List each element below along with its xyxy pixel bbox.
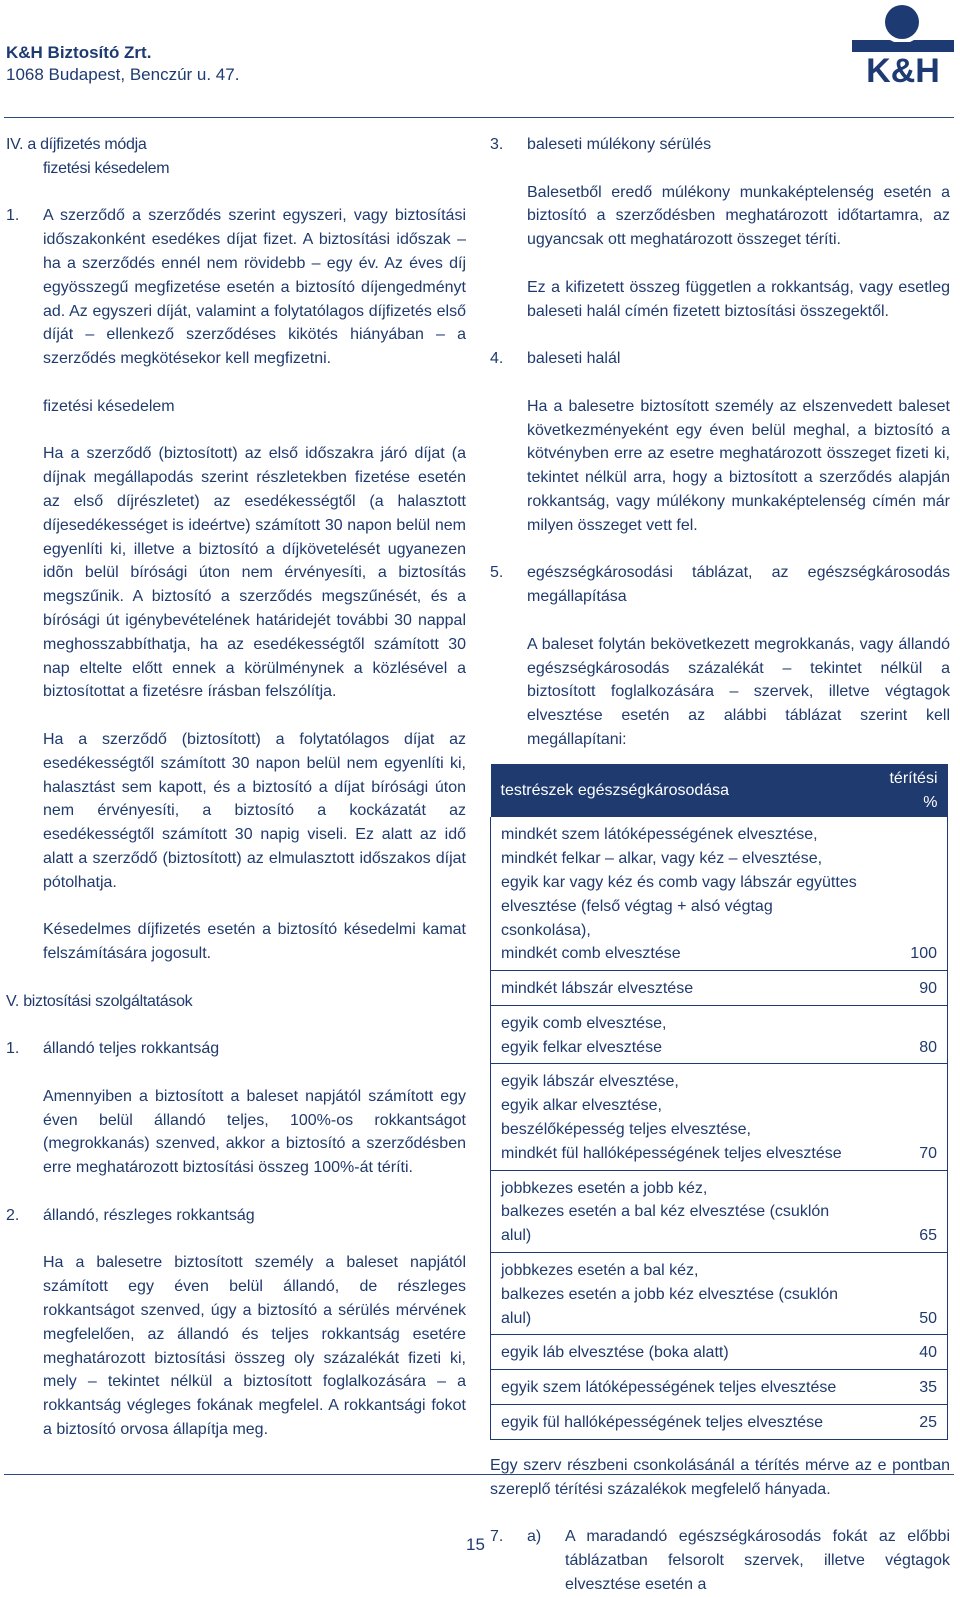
late-payment-paragraph-2: Ha a szerződő (biztosított) a folytatólagos díjat az esedékességtől számított 30 napon belül nem egyenlíti ki, halasztást sem kapott, és a biztosító a díjat bírósági úton nem érvényesíti, a biztosító a kockázatát az esedékességtől számított 30 napig viseli. Ez alatt az idő alatt a szerződő (biztosított) az elmulasztott időszakos díjat pótolhatja. xyxy=(43,730,466,891)
service-5-text: A baleset folytán bekövetkezett megrokkanás, vagy állandó egészségkárosodás százalékát – tekintet nélkül a biztosított foglalkozására – szervek, illetve végtagok elvesztése esetén az alábbi táblázat szerint kell megállapítani: xyxy=(527,635,950,748)
damage-table-description-line: egyik comb elvesztése, xyxy=(501,1014,667,1032)
damage-table-description-line: mindkét fül hallóképességének teljes elvesztése xyxy=(501,1144,842,1162)
damage-table-description xyxy=(491,1370,868,1405)
damage-table-description xyxy=(491,971,868,1006)
after-table-note: Egy szerv részbeni csonkolásánál a térítés mérve az e pontban szereplő térítési százalékok megfelelő hányada. xyxy=(490,1456,950,1498)
service-4-number: 4. xyxy=(490,350,504,368)
section-4-title: IV. a díjfizetés módja xyxy=(6,136,147,153)
damage-table-header-part: testrészek egészségkárosodása xyxy=(491,764,868,818)
left-column xyxy=(6,133,466,1442)
service-4-heading xyxy=(490,347,950,371)
footer-rule xyxy=(4,1474,954,1475)
damage-table-row xyxy=(491,1253,948,1335)
company-name: K&H Biztosító Zrt. xyxy=(6,43,152,62)
damage-table-description xyxy=(491,1005,868,1064)
damage-table-description xyxy=(491,1170,868,1252)
service-2-heading xyxy=(6,1204,466,1228)
service-5-title: egészségkárosodási táblázat, az egészségkárosodás megállapítása xyxy=(527,564,950,606)
service-1-heading xyxy=(6,1037,466,1061)
damage-table-description xyxy=(491,1405,868,1440)
damage-table-row xyxy=(491,1335,948,1370)
service-3-paragraph-2: Ez a kifizetett összeg független a rokkantság, vagy esetleg baleseti halál címén fizetett biztosítási összegektől. xyxy=(527,278,950,320)
damage-table-row xyxy=(491,817,948,970)
damage-table-description-line: egyik fül hallóképességének teljes elvesztése xyxy=(501,1414,823,1432)
damage-table-description-line: beszélőképesség teljes elvesztése, xyxy=(501,1121,751,1139)
damage-table-description-line: mindkét comb elvesztése xyxy=(501,945,681,963)
damage-table-description-line: mindkét felkar – alkar, vagy kéz – elvesztése, xyxy=(501,850,823,868)
damage-table-description-line: egyik szem látóképességének teljes elvesztése xyxy=(501,1379,837,1397)
section-5-title: V. biztosítási szolgáltatások xyxy=(6,992,193,1010)
damage-table-description-line: mindkét szem látóképességének elvesztése, xyxy=(501,826,818,844)
damage-table-description-line: egyik lábszár elvesztése, xyxy=(501,1073,679,1091)
damage-table-percent: 90 xyxy=(867,971,948,1006)
service-3-heading xyxy=(490,133,950,157)
item-1-number: 1. xyxy=(6,207,20,225)
damage-table-row xyxy=(491,1170,948,1252)
item-1 xyxy=(6,204,466,371)
damage-table-row xyxy=(491,1005,948,1064)
damage-table-description xyxy=(491,817,868,970)
service-3-title: baleseti múlékony sérülés xyxy=(527,136,712,153)
company-block xyxy=(6,42,239,86)
damage-table-description-line: egyik kar vagy kéz és comb vagy lábszár együttes xyxy=(501,873,857,891)
damage-table-description-line: elvesztése (felső végtag + alsó végtag csonkolása), xyxy=(501,897,773,939)
damage-table-description-line: balkezes esetén a jobb kéz elvesztése (csuklón alul) xyxy=(501,1285,839,1327)
damage-table-description-line: balkezes esetén a bal kéz elvesztése (csuklón alul) xyxy=(501,1203,830,1245)
damage-table-description-line: egyik felkar elvesztése xyxy=(501,1038,662,1056)
damage-table xyxy=(490,764,948,1440)
kh-logo xyxy=(850,2,956,86)
service-1-number: 1. xyxy=(6,1040,20,1058)
logo-text: K&H xyxy=(866,52,940,86)
service-5-heading xyxy=(490,561,950,609)
damage-table-description-line: egyik alkar elvesztése, xyxy=(501,1097,662,1115)
service-7-number: 7. xyxy=(490,1528,504,1546)
damage-table-row xyxy=(491,1405,948,1440)
damage-table-description xyxy=(491,1253,868,1335)
damage-table-row xyxy=(491,971,948,1006)
service-2-number: 2. xyxy=(6,1206,20,1224)
damage-table-percent: 100 xyxy=(867,817,948,970)
item-1-text: A szerződő a szerződés szerint egyszeri, vagy biztosítási időszakonként esedékes díjat fizet. A biztosítási időszak – ha a szerződés ennél nem rövidebb – egy év. Az éves díj egyösszegű megfizetése esetén a biztosító díjengedményt ad. Az egyszeri díját, valamint a folytatólagos díjfizetés első díját – ellenkező szerződéses kikötés hiányában – a szerződés megkötésekor kell megfizetni. xyxy=(43,207,466,368)
service-2-text: Ha a balesetre biztosított személy a baleset napjától számított egy éven belül állandó, de részleges rokkantságot szenved, úgy a biztosító a sérülés mérvének megfelelően, az állandó és teljes rokkantság esetére meghatározott biztosítási összeg oly százalékát fizeti ki, mely – tekintet nélkül a biztosított foglalkozására – a rokkantság végleges fokának megfelel. A rokkantsági fokot a biztosító orvosa állapítja meg. xyxy=(43,1254,466,1439)
damage-table-description-line: mindkét lábszár elvesztése xyxy=(501,980,694,998)
service-3-paragraph-1: Balesetből eredő múlékony munkaképtelenség esetén a biztosító a szerződésben meghatározott időtartamra, az ugyancsak ott meghatározott összeget téríti. xyxy=(527,183,950,249)
right-column xyxy=(490,133,950,1597)
damage-table-row xyxy=(491,1064,948,1170)
damage-table-description-line: egyik láb elvesztése (boka alatt) xyxy=(501,1344,729,1362)
damage-table-body xyxy=(491,817,948,1439)
damage-table-description xyxy=(491,1064,868,1170)
damage-table-percent: 25 xyxy=(867,1405,948,1440)
service-7-sub: a) xyxy=(527,1528,542,1546)
late-payment-paragraph-3: Késedelmes díjfizetés esetén a biztosító késedelmi kamat felszámítására jogosult. xyxy=(43,921,466,963)
page-number: 15 xyxy=(466,1535,485,1554)
header-rule xyxy=(4,117,954,118)
damage-table-header-pct: térítési % xyxy=(867,764,948,818)
service-7 xyxy=(490,1525,950,1596)
damage-table-header xyxy=(491,764,948,818)
service-5-number: 5. xyxy=(490,564,504,582)
damage-table-percent: 40 xyxy=(867,1335,948,1370)
damage-table-percent: 50 xyxy=(867,1253,948,1335)
service-4-title: baleseti halál xyxy=(527,350,621,368)
service-1-title: állandó teljes rokkantság xyxy=(43,1040,220,1058)
service-1-text: Amennyiben a biztosított a baleset napjától számított egy éven belül állandó teljes, 100%-os rokkantságot (megrokkanás) szenved, akkor a biztosító a szerződésben erre meghatározott biztosítási összeg 100%-át téríti. xyxy=(43,1087,466,1177)
damage-table-description-line: jobbkezes esetén a bal kéz, xyxy=(501,1262,699,1280)
late-payment-heading: fizetési késedelem xyxy=(43,397,175,415)
damage-table-percent: 70 xyxy=(867,1064,948,1170)
damage-table-percent: 80 xyxy=(867,1005,948,1064)
damage-table-percent: 35 xyxy=(867,1370,948,1405)
damage-table-description xyxy=(491,1335,868,1370)
service-2-title: állandó, részleges rokkantság xyxy=(43,1206,255,1224)
service-3-number: 3. xyxy=(490,136,504,153)
late-payment-paragraph-1: Ha a szerződő (biztosított) az első időszakra járó díjat (a díjnak megállapodás szerint részletekben fizetése esetén az első díjrészletet) az esedékességtől (a halasztott díjesedékességet is ideértve) számított 30 napon belül nem egyenlíti ki, illetve a biztosító a díjkövetelését ugyanezen idõn belül bírósági úton nem érvényesíti, a biztosítás megszűnik. A biztosító a szerződés megszűnését, és a bírósági út igénybevételének határidejét további 30 nappal meghosszabbíthatja, ha az esedékességtől számított 30 nap eltelte előtt ennek a körülménynek a közlésével a biztosítottat a fizetésre írásban felszólítja. xyxy=(43,445,466,701)
section-4-subtitle: fizetési késedelem xyxy=(43,159,170,177)
service-7-text: A maradandó egészségkárosodás fokát az előbbi táblázatban felsorolt szervek, illetve végtagok elvesztése esetén a xyxy=(565,1528,950,1593)
damage-table-row xyxy=(491,1370,948,1405)
service-4-text: Ha a balesetre biztosított személy az elszenvedett baleset következményeként egy éven belül meghal, a biztosító a kötvényben erre az esetre meghatározott összeget fizeti ki, tekintet nélkül arra, hogy a biztosított a szerződés alapján rokkantság, vagy múlékony munkaképtelenség címén már milyen összeget vett fel. xyxy=(527,397,950,534)
damage-table-percent: 65 xyxy=(867,1170,948,1252)
damage-table-description-line: jobbkezes esetén a jobb kéz, xyxy=(501,1179,708,1197)
company-address: 1068 Budapest, Benczúr u. 47. xyxy=(6,65,240,84)
